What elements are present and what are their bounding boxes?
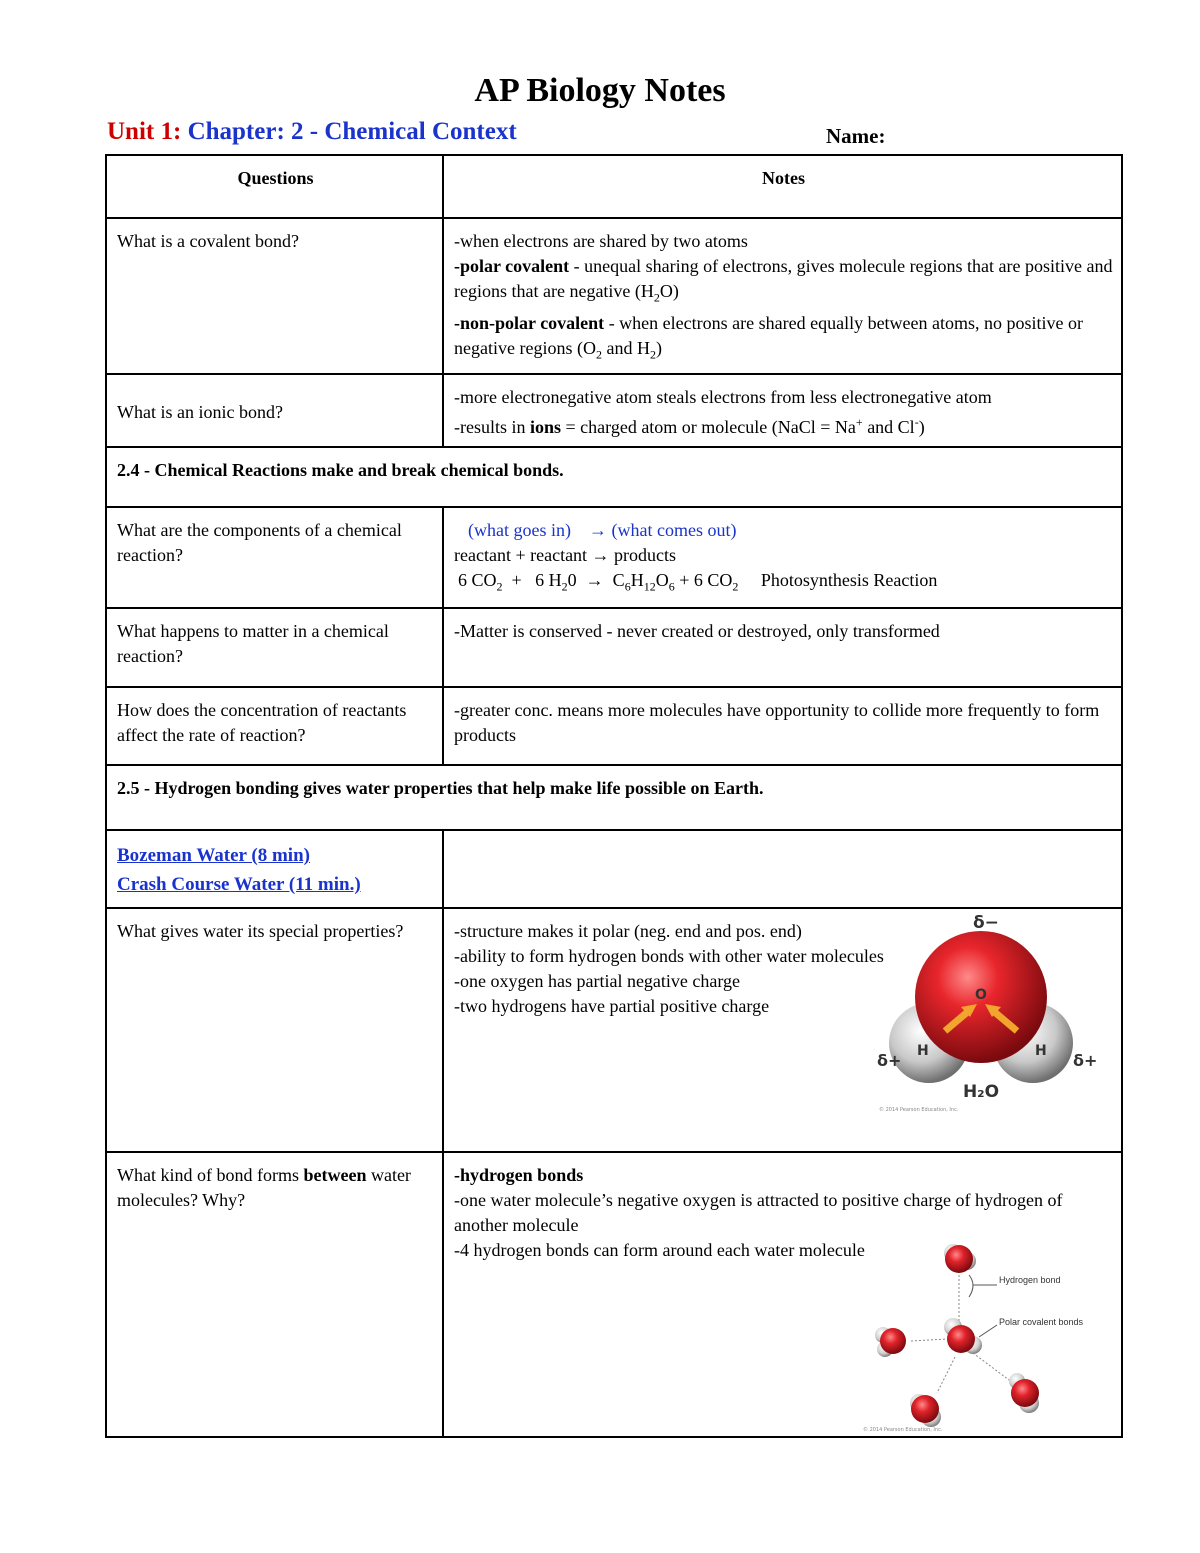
section-row <box>106 765 1122 830</box>
term: -hydrogen bonds <box>454 1165 584 1186</box>
top-water-molecule <box>944 1244 976 1273</box>
table-row <box>106 218 1122 374</box>
bozeman-water-link[interactable]: Bozeman Water (8 min) <box>117 845 310 867</box>
note-line: -non-polar covalent - when electrons are shared equally between atoms, no positive or negative regions ($O_2$ and $H_2$) <box>454 312 1084 362</box>
table-row <box>106 908 1122 1152</box>
unit-chapter-heading <box>107 118 517 146</box>
name-label: Name: <box>826 124 886 148</box>
table-row <box>106 374 1122 447</box>
note-line: -one oxygen has partial negative charge <box>454 971 741 992</box>
question-cell: What are the components of a chemical reaction? <box>106 507 443 608</box>
note-line: -results in ions = charged atom or molecule (NaCl = Na+ and Cl-) <box>454 415 925 438</box>
h-label-left: H <box>917 1043 929 1060</box>
question-cell: How does the concentration of reactants affect the rate of reaction? <box>106 687 443 765</box>
notes-cell: -greater conc. means more molecules have opportunity to collide more frequently to form products <box>443 687 1122 765</box>
page-title: AP Biology Notes <box>474 72 726 109</box>
polar-leader <box>979 1325 997 1337</box>
notes-cell <box>443 507 1122 608</box>
unit-label: Unit 1: <box>107 118 182 145</box>
note-line: -more electronegative atom steals electrons from less electronegative atom <box>454 387 992 408</box>
notes-cell: -Matter is conserved - never created or destroyed, only transformed <box>443 608 1122 687</box>
question-cell: What gives water its special properties? <box>106 908 443 1152</box>
question-cell: What is a covalent bond? <box>106 218 443 374</box>
polar-covalent-label: Polar covalent bonds <box>999 1317 1084 1328</box>
question-cell: What happens to matter in a chemical reaction? <box>106 608 443 687</box>
center-water-molecule <box>944 1318 982 1354</box>
notes-cell <box>443 374 1122 447</box>
chapter-label: Chapter: 2 - Chemical Context <box>187 118 517 145</box>
notes-cell <box>443 908 1122 1152</box>
delta-plus-right-label: δ+ <box>1073 1051 1098 1071</box>
table-row <box>106 687 1122 765</box>
term: -non-polar covalent <box>454 312 605 333</box>
note-line: -when electrons are shared by two atoms <box>454 231 748 251</box>
hydrogen-bond-diagram <box>861 1233 1101 1433</box>
note-line: -4 hydrogen bonds can form around each water molecule <box>454 1240 865 1261</box>
notes-column-header: Notes <box>443 155 1122 218</box>
note-line: -polar covalent - unequal sharing of electrons, gives molecule regions that are positive and regions that are negative $(H_2O)$ <box>454 256 1113 305</box>
table-header-row <box>106 155 1122 218</box>
section-heading-2-5: 2.5 - Hydrogen bonding gives water properties that help make life possible on Earth. <box>106 765 1122 830</box>
water-molecule-diagram <box>877 915 1107 1115</box>
note-line: (what goes in) → (what comes out) <box>468 520 737 541</box>
note-line: -two hydrogens have partial positive charge <box>454 996 770 1017</box>
hydrogen-bond-label: Hydrogen bond <box>999 1275 1061 1286</box>
term: -polar covalent <box>454 256 570 276</box>
hbond-bracket <box>969 1275 973 1297</box>
o-label: O <box>975 987 987 1004</box>
notes-cell <box>443 830 1122 908</box>
notes-cell <box>443 1152 1122 1437</box>
links-cell <box>106 830 443 908</box>
note-line: -one water molecule’s negative oxygen is attracted to positive charge of hydrogen of another molecule <box>454 1190 1063 1236</box>
equation-line: 6 $CO_2 + 6$ $H_20 \to C_6H_{12}O_6 + 6$ $CO_2$ Photosynthesis Reaction <box>458 570 938 594</box>
table-row <box>106 608 1122 687</box>
cornell-notes-table <box>105 154 1123 1438</box>
section-heading-2-4: 2.4 - Chemical Reactions make and break chemical bonds. <box>106 447 1122 507</box>
notes-cell <box>443 218 1122 374</box>
section-row <box>106 447 1122 507</box>
delta-minus-label: δ− <box>973 915 999 934</box>
table-row <box>106 1152 1122 1437</box>
bottom-left-water-molecule <box>910 1394 941 1427</box>
note-line: reactant + reactant → products <box>454 545 677 566</box>
note-line: -structure makes it polar (neg. end and pos. end) <box>454 921 802 942</box>
crash-course-water-link[interactable]: Crash Course Water (11 min.) <box>117 874 361 896</box>
figure-credit: © 2014 Pearson Education, Inc. <box>863 1427 943 1434</box>
question-cell: What kind of bond forms between water molecules? Why? <box>106 1152 443 1437</box>
table-row <box>106 830 1122 908</box>
questions-column-header: Questions <box>106 155 443 218</box>
note-lines <box>454 919 884 1019</box>
table-row <box>106 507 1122 608</box>
h2o-formula-label: H₂O <box>962 1082 1000 1103</box>
bottom-right-water-molecule <box>1009 1373 1039 1413</box>
note-line: -ability to form hydrogen bonds with other water molecules <box>454 946 884 967</box>
left-water-molecule <box>875 1327 906 1357</box>
question-cell: What is an ionic bond? <box>106 374 443 447</box>
delta-plus-left-label: δ+ <box>877 1051 902 1071</box>
figure-credit: © 2014 Pearson Education, Inc. <box>879 1107 959 1114</box>
h-label-right: H <box>1035 1043 1047 1060</box>
